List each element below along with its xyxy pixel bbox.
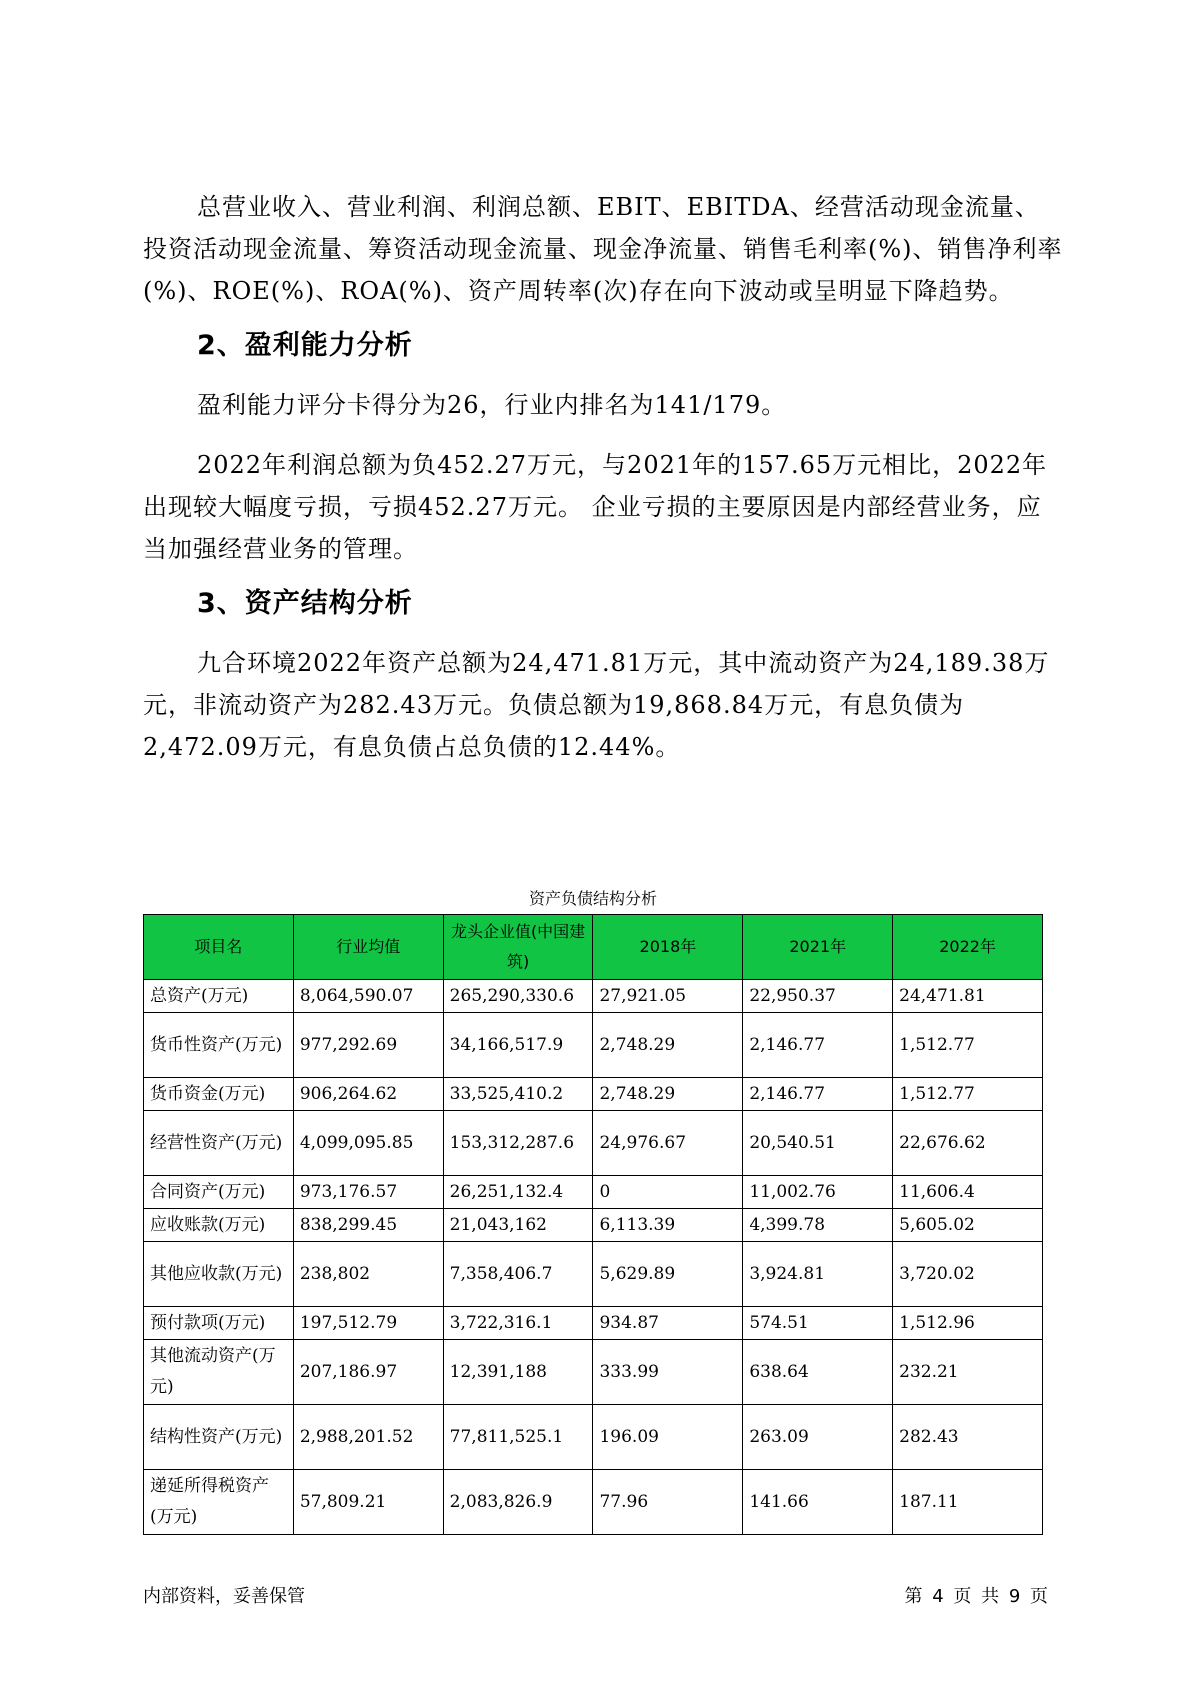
cell-2021: 638.64	[743, 1340, 893, 1405]
paragraph-profit: 2022年利润总额为负452.27万元，与2021年的157.65万元相比，2022年出现较大幅度亏损，亏损452.27万元。 企业亏损的主要原因是内部经营业务，应当加强经营业务的管理。	[143, 451, 1048, 563]
cell-industry-average: 977,292.69	[293, 1013, 443, 1078]
table-row	[144, 980, 1043, 1013]
cell-leader-value: 21,043,162	[443, 1209, 593, 1242]
cell-2021: 141.66	[743, 1470, 893, 1535]
cell-leader-value: 2,083,826.9	[443, 1470, 593, 1535]
heading-asset-structure: 3、资产结构分析	[197, 588, 413, 619]
paragraph-assets: 九合环境2022年资产总额为24,471.81万元，其中流动资产为24,189.38万元，非流动资产为282.43万元。负债总额为19,868.84万元，有息负债为2,472.09万元，有息负债占总负债的12.44%。	[143, 649, 1050, 761]
cell-2021: 4,399.78	[743, 1209, 893, 1242]
cell-leader-value: 7,358,406.7	[443, 1242, 593, 1307]
table-row	[144, 1209, 1043, 1242]
row-label: 货币资金(万元)	[144, 1078, 294, 1111]
cell-2022: 187.11	[893, 1470, 1043, 1535]
cell-2021: 20,540.51	[743, 1111, 893, 1176]
cell-leader-value: 265,290,330.6	[443, 980, 593, 1013]
cell-2021: 3,924.81	[743, 1242, 893, 1307]
header-leader-value: 龙头企业值(中国建筑)	[443, 915, 593, 980]
row-label: 其他流动资产(万元)	[144, 1340, 294, 1405]
cell-2021: 574.51	[743, 1307, 893, 1340]
cell-leader-value: 3,722,316.1	[443, 1307, 593, 1340]
heading-profitability: 2、盈利能力分析	[197, 330, 413, 361]
cell-industry-average: 197,512.79	[293, 1307, 443, 1340]
table-row	[144, 1111, 1043, 1176]
cell-2018: 77.96	[593, 1470, 743, 1535]
cell-industry-average: 207,186.97	[293, 1340, 443, 1405]
table-header-row	[144, 915, 1043, 980]
paragraph-trend-rest: 量、投资活动现金流量、筹资活动现金流量、现金净流量、销售毛利率(%)、销售净利率(%)、ROE(%)、ROA(%)、资产周转率(次)存在向下波动或呈明显下降趋势。	[143, 193, 1063, 305]
table-row	[144, 1340, 1043, 1405]
cell-industry-average: 838,299.45	[293, 1209, 443, 1242]
row-label: 货币性资产(万元)	[144, 1013, 294, 1078]
table-row	[144, 1470, 1043, 1535]
cell-2022: 232.21	[893, 1340, 1043, 1405]
footer-confidential-note: 内部资料，妥善保管	[143, 1586, 305, 1607]
cell-2021: 2,146.77	[743, 1013, 893, 1078]
cell-2022: 3,720.02	[893, 1242, 1043, 1307]
cell-2018: 0	[593, 1176, 743, 1209]
row-label: 结构性资产(万元)	[144, 1405, 294, 1470]
header-2018: 2018年	[593, 915, 743, 980]
cell-leader-value: 153,312,287.6	[443, 1111, 593, 1176]
cell-2022: 11,606.4	[893, 1176, 1043, 1209]
cell-2022: 1,512.96	[893, 1307, 1043, 1340]
row-label: 总资产(万元)	[144, 980, 294, 1013]
row-label: 应收账款(万元)	[144, 1209, 294, 1242]
cell-2022: 1,512.77	[893, 1013, 1043, 1078]
cell-industry-average: 973,176.57	[293, 1176, 443, 1209]
header-item-name: 项目名	[144, 915, 294, 980]
row-label: 预付款项(万元)	[144, 1307, 294, 1340]
header-industry-average: 行业均值	[293, 915, 443, 980]
cell-2022: 24,471.81	[893, 980, 1043, 1013]
cell-2018: 333.99	[593, 1340, 743, 1405]
paragraph-score: 盈利能力评分卡得分为26，行业内排名为141/179。	[197, 391, 787, 419]
cell-leader-value: 33,525,410.2	[443, 1078, 593, 1111]
page-body	[143, 186, 1063, 768]
row-label: 合同资产(万元)	[144, 1176, 294, 1209]
cell-2018: 934.87	[593, 1307, 743, 1340]
cell-2022: 282.43	[893, 1405, 1043, 1470]
cell-2018: 6,113.39	[593, 1209, 743, 1242]
table-row	[144, 1078, 1043, 1111]
header-2021: 2021年	[743, 915, 893, 980]
header-2022: 2022年	[893, 915, 1043, 980]
row-label: 递延所得税资产(万元)	[144, 1470, 294, 1535]
row-label: 经营性资产(万元)	[144, 1111, 294, 1176]
table-row	[144, 1307, 1043, 1340]
cell-industry-average: 906,264.62	[293, 1078, 443, 1111]
table-row	[144, 1242, 1043, 1307]
asset-liability-table	[143, 914, 1043, 1535]
cell-leader-value: 26,251,132.4	[443, 1176, 593, 1209]
paragraph-trend	[143, 186, 1063, 312]
paragraph-trend-line1: 总营业收入、营业利润、利润总额、EBIT、EBITDA、经营活动现金流	[197, 193, 990, 221]
cell-industry-average: 238,802	[293, 1242, 443, 1307]
cell-industry-average: 2,988,201.52	[293, 1405, 443, 1470]
page-number: 第 4 页 共 9 页	[904, 1586, 1048, 1607]
row-label: 其他应收款(万元)	[144, 1242, 294, 1307]
cell-2021: 22,950.37	[743, 980, 893, 1013]
cell-industry-average: 57,809.21	[293, 1470, 443, 1535]
cell-2021: 11,002.76	[743, 1176, 893, 1209]
cell-leader-value: 77,811,525.1	[443, 1405, 593, 1470]
cell-2022: 1,512.77	[893, 1078, 1043, 1111]
cell-2018: 196.09	[593, 1405, 743, 1470]
cell-2018: 2,748.29	[593, 1078, 743, 1111]
table-row	[144, 1405, 1043, 1470]
cell-2018: 5,629.89	[593, 1242, 743, 1307]
cell-2018: 27,921.05	[593, 980, 743, 1013]
cell-2018: 2,748.29	[593, 1013, 743, 1078]
cell-industry-average: 4,099,095.85	[293, 1111, 443, 1176]
table-row	[144, 1176, 1043, 1209]
cell-2022: 22,676.62	[893, 1111, 1043, 1176]
cell-2021: 263.09	[743, 1405, 893, 1470]
cell-2022: 5,605.02	[893, 1209, 1043, 1242]
cell-2018: 24,976.67	[593, 1111, 743, 1176]
cell-leader-value: 34,166,517.9	[443, 1013, 593, 1078]
table-caption: 资产负债结构分析	[528, 889, 657, 908]
table-row	[144, 1013, 1043, 1078]
cell-leader-value: 12,391,188	[443, 1340, 593, 1405]
cell-industry-average: 8,064,590.07	[293, 980, 443, 1013]
cell-2021: 2,146.77	[743, 1078, 893, 1111]
